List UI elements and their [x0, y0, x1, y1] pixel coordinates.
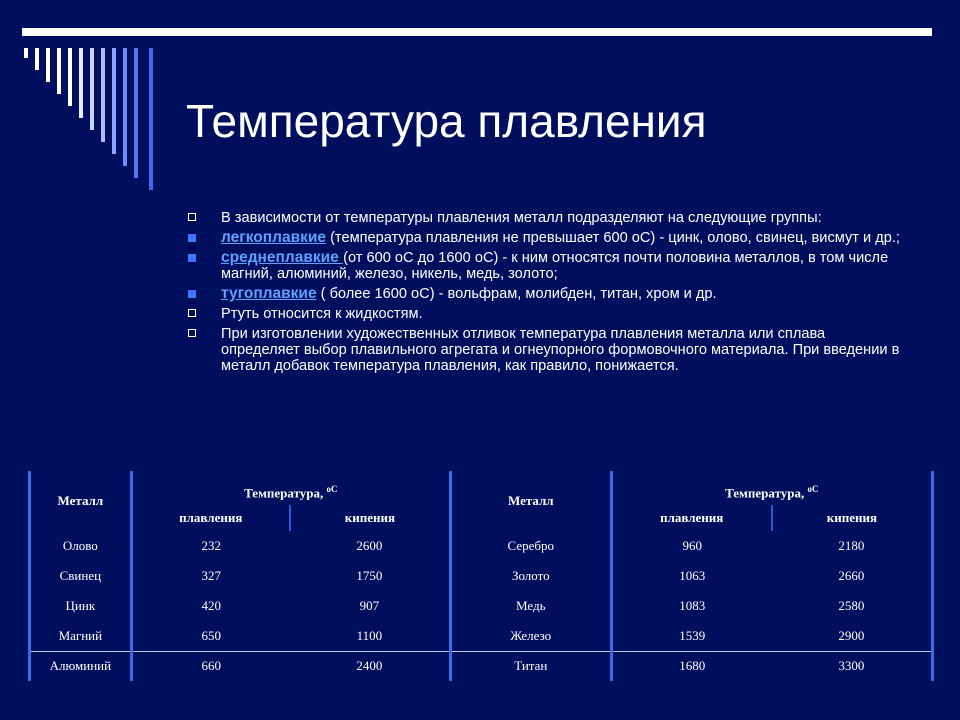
- metal-name: Магний: [30, 621, 132, 651]
- keyword-link-tugoplavkie[interactable]: тугоплавкие: [221, 285, 317, 302]
- boil-value: 2400: [290, 651, 451, 681]
- header-melting-2: плавления: [611, 505, 772, 531]
- bullet-text: (температура плавления не превышает 600 оС) - цинк, олово, свинец, висмут и др.;: [326, 230, 900, 246]
- melt-value: 650: [131, 621, 290, 651]
- melt-value: 232: [131, 531, 290, 561]
- metal-name: Железо: [450, 621, 611, 651]
- header-boiling: кипения: [290, 505, 451, 531]
- melt-value: 327: [131, 561, 290, 591]
- boil-value: 2180: [772, 531, 933, 561]
- header-boiling-2: кипения: [772, 505, 933, 531]
- melt-value: 1083: [611, 591, 772, 621]
- melt-value: 1063: [611, 561, 772, 591]
- melt-value: 1680: [611, 651, 772, 681]
- square-filled-icon: [188, 254, 196, 262]
- header-temperature: Температура, $^{оС}$: [131, 471, 450, 505]
- metal-name: Алюминий: [30, 651, 132, 681]
- table-row: [30, 561, 933, 591]
- boil-value: 2580: [772, 591, 933, 621]
- boil-value: 2660: [772, 561, 933, 591]
- metal-name: Олово: [30, 531, 132, 561]
- square-outline-icon: [188, 329, 196, 337]
- metal-name: Цинк: [30, 591, 132, 621]
- table-row: [30, 651, 933, 681]
- bullet-item: [188, 286, 908, 302]
- boil-value: 1750: [356, 568, 383, 583]
- keyword-link-legkoplavkie[interactable]: легкоплавкие: [221, 229, 327, 246]
- bullet-item: [188, 326, 908, 374]
- melt-value: 660: [131, 651, 290, 681]
- metal-name: Свинец: [30, 561, 132, 591]
- boil-value: 907: [359, 598, 380, 613]
- boil-value: 3300: [772, 651, 933, 681]
- bullet-list: [188, 210, 908, 378]
- header-melting: плавления: [131, 505, 290, 531]
- header-temperature-2: Температура, $^{оС}$: [611, 471, 932, 505]
- melt-value: 960: [611, 531, 772, 561]
- bullet-text: ( более 1600 оС) - вольфрам, молибден, титан, хром и др.: [316, 286, 717, 302]
- header-metal-2: Металл: [450, 471, 611, 531]
- keyword-link-sredneplavkie[interactable]: среднеплавкие: [221, 249, 344, 266]
- bullet-text: При изготовлении художественных отливок температура плавления металла или сплава определяет выбор плавильного агрегата и огнеупорного формовочного материала. При введении в металл добавок температура плавления, как правило, понижается.: [221, 326, 900, 374]
- bullet-text: (от 600 оС до 1600 оС) - к ним относятся почти половина металлов, в том числе магний, алюминий, железо, никель, медь, золото;: [221, 250, 889, 282]
- melt-value: 1539: [611, 621, 772, 651]
- square-outline-icon: [188, 309, 196, 317]
- table-row: [30, 531, 933, 561]
- bullet-text: В зависимости от температуры плавления металл подразделяют на следующие группы:: [221, 210, 822, 226]
- table-row: [30, 621, 933, 651]
- bullet-text: Ртуть относится к жидкостям.: [221, 306, 423, 322]
- metal-name: Золото: [450, 561, 611, 591]
- bullet-item: [188, 306, 908, 322]
- slide-title: Температура плавления: [186, 95, 707, 147]
- metal-name: Медь: [450, 591, 611, 621]
- metal-name: Серебро: [450, 531, 611, 561]
- boil-value: 2900: [772, 621, 933, 651]
- square-filled-icon: [188, 290, 196, 298]
- bullet-item: [188, 250, 908, 282]
- melting-temperature-table: [28, 471, 934, 681]
- square-filled-icon: [188, 234, 196, 242]
- table-row: [30, 591, 933, 621]
- bullet-item: [188, 230, 908, 246]
- metal-name: Титан: [450, 651, 611, 681]
- header-metal: Металл: [30, 471, 132, 531]
- boil-value: 1100: [356, 627, 383, 643]
- boil-value: 2600: [356, 538, 383, 553]
- melt-value: 420: [131, 591, 290, 621]
- square-outline-icon: [188, 213, 196, 221]
- top-rule: [22, 28, 932, 36]
- bullet-item: [188, 210, 908, 226]
